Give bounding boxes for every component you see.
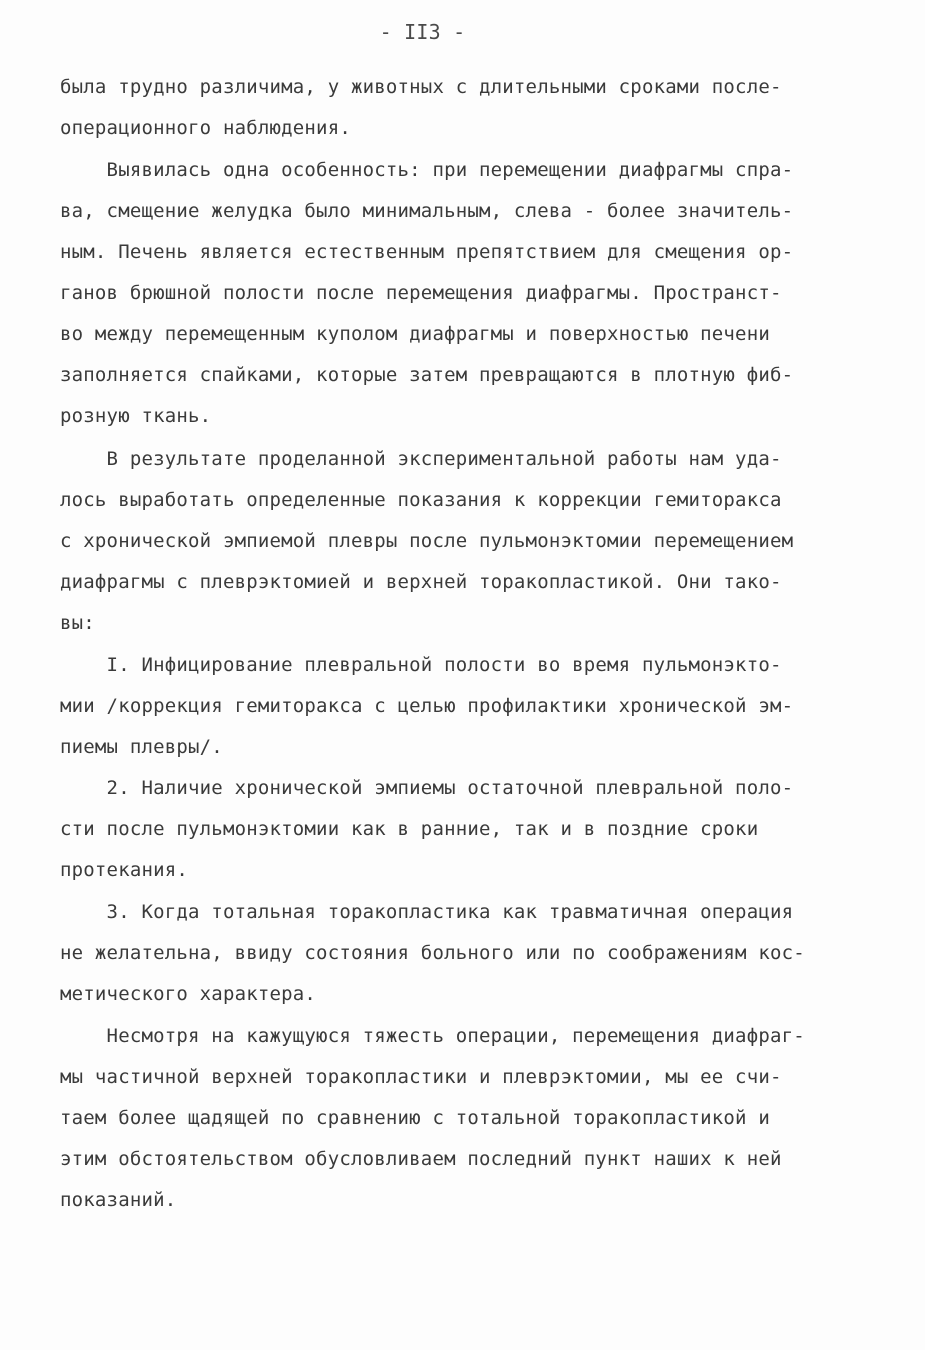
text-line: показаний. — [60, 1189, 177, 1211]
text-line: Выявилась одна особенность: при перемещении диафрагмы спра- — [60, 159, 794, 181]
page-number: - II3 - — [379, 20, 466, 44]
text-line: ным. Печень является естественным препятствием для смещения ор- — [60, 241, 794, 263]
text-line: протекания. — [60, 859, 189, 881]
text-line: лось выработать определенные показания к коррекции гемиторакса — [60, 489, 782, 511]
text-line: не желательна, ввиду состояния больного или по соображениям кос- — [60, 942, 805, 964]
text-line: метического характера. — [60, 983, 317, 1005]
body-text — [60, 1016, 870, 1221]
text-line: этим обстоятельством обусловливаем последний пункт наших к ней — [60, 1148, 782, 1170]
text-line: операционного наблюдения. — [60, 117, 351, 139]
list-item — [60, 768, 870, 891]
text-line: ва, смещение желудка было минимальным, слева - более значитель- — [60, 200, 794, 222]
body-text — [60, 150, 870, 437]
text-line: была трудно различима, у животных с длительными сроками после- — [60, 76, 782, 98]
list-item — [60, 892, 870, 1015]
text-line: заполняется спайками, которые затем превращаются в плотную фиб- — [60, 364, 794, 386]
text-line: В результате проделанной экспериментальной работы нам уда- — [60, 448, 782, 470]
text-line: таем более щадящей по сравнению с тотальной торакопластикой и — [60, 1107, 770, 1129]
text-line: 3. Когда тотальная торакопластика как травматичная операция — [60, 901, 794, 923]
text-line: мы частичной верхней торакопластики и плеврэктомии, мы ее счи- — [60, 1066, 782, 1088]
text-line: диафрагмы с плеврэктомией и верхней торакопластикой. Они тако- — [60, 571, 782, 593]
text-line: во между перемещенным куполом диафрагмы и поверхностью печени — [60, 323, 770, 345]
text-line: 2. Наличие хронической эмпиемы остаточной плевральной поло- — [60, 777, 794, 799]
text-line: вы: — [60, 612, 95, 634]
text-line: I. Инфицирование плевральной полости во время пульмонэкто- — [60, 654, 782, 676]
text-line: ганов брюшной полости после перемещения диафрагмы. Пространст- — [60, 282, 782, 304]
text-line: мии /коррекция гемиторакса с целью профилактики хронической эм- — [60, 695, 794, 717]
text-line: с хронической эмпиемой плевры после пульмонэктомии перемещением — [60, 530, 794, 552]
text-line: сти после пульмонэктомии как в ранние, так и в поздние сроки — [60, 818, 759, 840]
list-item — [60, 645, 870, 768]
text-line: пиемы плевры/. — [60, 736, 223, 758]
body-text — [60, 439, 870, 644]
body-text — [60, 67, 870, 149]
text-line: Несмотря на кажущуюся тяжесть операции, перемещения диафраг- — [60, 1025, 805, 1047]
text-line: розную ткань. — [60, 405, 212, 427]
